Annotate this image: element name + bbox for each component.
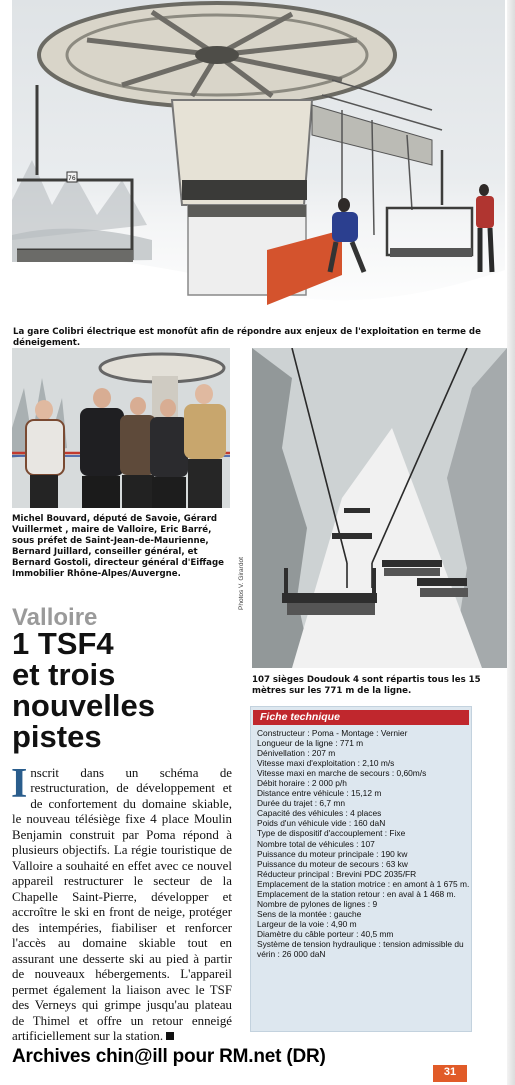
fiche-spec-item: Vitesse maxi en marche de secours : 0,60m/s: [257, 768, 427, 779]
ribbon-cutting-caption: Michel Bouvard, député de Savoie, Gérard Vuillermet , maire de Valloire, Eric Barré, sous préfet de Saint-Jean-de-Maurienne, Bernard Juillard, conseiller général, et Bernard Gostoli, directeur général d'Eiffage Immobilier Rhône-Alpes/Auvergne.: [12, 514, 224, 579]
fiche-spec-item: Nombre total de véhicules : 107: [257, 838, 375, 849]
fiche-spec-item: Puissance du moteur principale : 190 kw: [257, 848, 408, 859]
fiche-header-bar: [253, 710, 469, 725]
article-headline: [12, 628, 242, 752]
archives-footer: Archives chin@ill pour RM.net (DR): [12, 1046, 326, 1067]
fiche-title: Fiche technique: [260, 711, 340, 723]
fiche-spec-item: Constructeur : Poma - Montage : Vernier: [257, 728, 408, 738]
fiche-spec-item: Nombre de pylones de lignes : 9: [257, 898, 378, 909]
page-edge-strip: [507, 0, 515, 1085]
drop-cap: I: [11, 761, 28, 807]
fiche-spec-item: Largeur de la voie : 4,90 m: [257, 918, 357, 929]
article-body: [11, 761, 232, 1045]
fiche-spec-item: Dénivellation : 207 m: [257, 748, 336, 759]
chairlift-caption: 107 sièges Doudouk 4 sont répartis tous les 15 mètres sur les 771 m de la ligne.: [252, 675, 481, 696]
fiche-spec-item: Emplacement de la station motrice : en amont à 1 675 m.: [257, 878, 470, 889]
headline-line: pistes: [12, 719, 102, 754]
end-mark-icon: [166, 1032, 174, 1040]
fiche-spec-item: Durée du trajet : 6,7 mn: [257, 798, 345, 809]
fiche-spec-item: Diamètre du câble porteur : 40,5 mm: [257, 928, 394, 939]
fiche-spec-item: Vitesse maxi d'exploitation : 2,10 m/s: [257, 758, 395, 769]
fiche-technique-box: [250, 706, 472, 1032]
photo-credit: Photos V. Girardot: [238, 557, 245, 610]
page-number: 31: [443, 1066, 457, 1078]
top-photo-bullwheel-station: [12, 0, 505, 322]
fiche-spec-item: Débit horaire : 2 000 p/h: [257, 778, 347, 789]
headline-line: nouvelles: [12, 688, 155, 723]
fiche-spec-item: Poids d'un véhicule vide : 160 daN: [257, 818, 386, 829]
page-number-badge: [433, 1065, 467, 1082]
fiche-spec-item: Capacité des véhicules : 4 places: [257, 808, 382, 819]
ribbon-cutting-illustration: [12, 348, 230, 508]
headline-line: 1 TSF4: [12, 626, 114, 661]
fiche-spec-item: Longueur de la ligne : 771 m: [257, 738, 364, 749]
fiche-spec-item: Puissance du moteur de secours : 63 kw: [257, 858, 408, 869]
fiche-spec-list: [257, 728, 471, 959]
ribbon-cutting-photo: [12, 348, 230, 508]
article-body-text: nscrit dans un schéma de restructuration, de développement et de confortement du domaine skiable, le nouveau télésiège fixe 4 place Moulin Benjamin construit par Poma répond à plusieurs objectifs. La régie touristique de Valloire a souhaité en effet avec ce nouvel appareil restructurer le secteur de la Chapelle Saint-Pierre, développer et accroître le ski en front de neige, protéger des intempéries, fiabiliser et renforcer l'accès au domaine skiable tout en assurant une desserte ski au pied à partir de nouveaux hébergements. L'appareil permet également la liaison avec le TSF des Verneys qui grimpe jusqu'au plateau de Thimel et offre un retour enneigé artificiellement sur la station.: [12, 766, 232, 1044]
fiche-spec-item: Type de dispositif d'accouplement : Fixe: [257, 828, 406, 839]
article-kicker: Valloire: [12, 604, 98, 631]
fiche-spec-item: Système de tension hydraulique : tension admissible du vérin : 26 000 daN: [257, 938, 464, 960]
headline-line: et trois: [12, 657, 116, 692]
top-photo-caption: La gare Colibri électrique est monofût afin de répondre aux enjeux de l'exploitation en terme de déneigement.: [13, 327, 481, 348]
chair-number-text: 76: [68, 175, 76, 182]
fiche-spec-item: Distance entre véhicule : 15,12 m: [257, 788, 382, 799]
chairlift-line-photo: [252, 348, 507, 668]
fiche-spec-item: Emplacement de la station retour : en aval à 1 468 m.: [257, 888, 456, 899]
chairlift-line-illustration: [252, 348, 507, 668]
fiche-spec-item: Réducteur principal : Brevini PDC 2035/FR: [257, 868, 417, 879]
fiche-spec-item: Sens de la montée : gauche: [257, 908, 362, 919]
bullwheel-station-illustration: [12, 0, 505, 322]
